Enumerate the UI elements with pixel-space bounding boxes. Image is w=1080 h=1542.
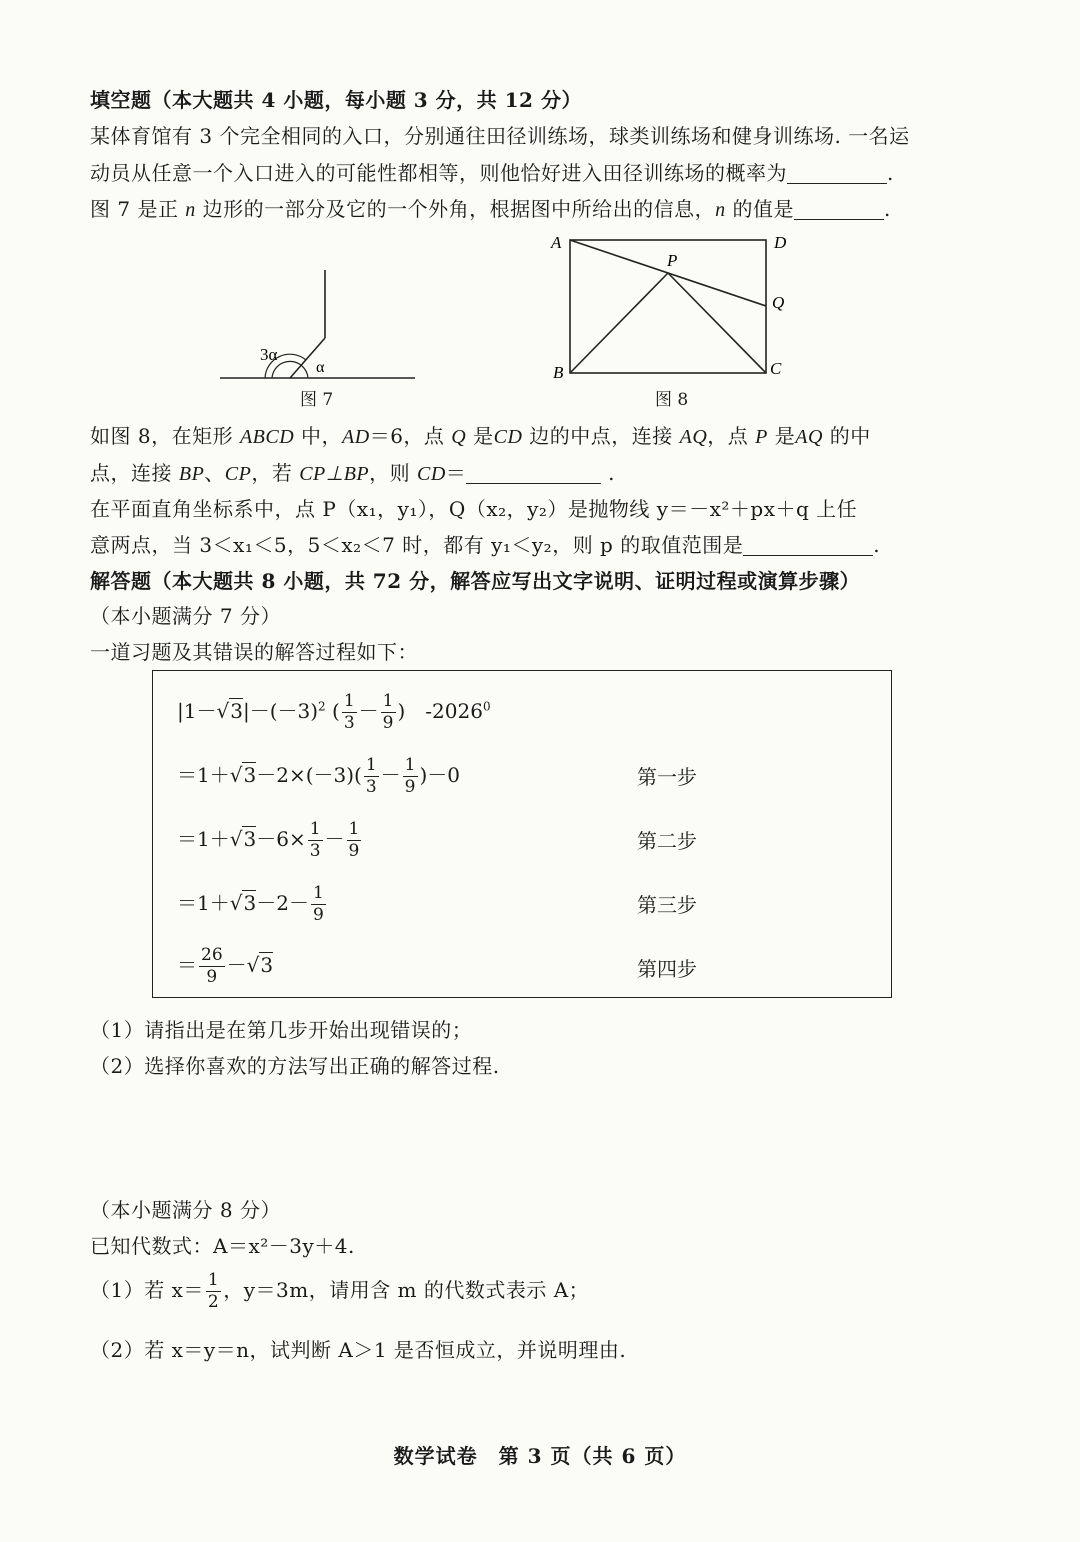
question-2-text-c: 的值是 <box>725 197 795 221</box>
fill-in-section-header: 填空题（本大题共 4 小题，每小题 3 分，共 12 分） <box>90 88 582 112</box>
point-p-label: P <box>667 251 678 270</box>
problem-2-intro: 已知代数式：A＝x²－3y＋4. <box>90 1234 355 1258</box>
erroneous-solution-box <box>152 670 892 998</box>
problem-1-subquestion-1: （1）请指出是在第几步开始出现错误的； <box>90 1018 473 1042</box>
answer-blank-1[interactable] <box>787 163 887 184</box>
question-1-line-1: 某体育馆有 3 个完全相同的入口，分别通往田径训练场，球类训练场和健身训练场. 一名运 <box>90 124 910 148</box>
step-1-label: 第一步 <box>637 765 697 789</box>
problem-1-intro: 一道习题及其错误的解答过程如下： <box>90 640 418 664</box>
page-footer: 数学试卷 第 3 页（共 6 页） <box>393 1444 687 1468</box>
question-3-line-2: 点，连接 BP、CP，若 CP⊥BP，则 CD＝ . <box>90 461 616 485</box>
solution-line-1: ＝1＋√3－2×(－3)( $\frac{1}{3}$ － $\frac{1}{9}$ )－0 <box>177 755 461 797</box>
question-2: 图 7 是正 n 边形的一部分及它的一个外角，根据图中所给出的信息，n 的值是 . <box>90 197 891 221</box>
question-4-line-1: 在平面直角坐标系中，点 P（x₁，y₁），Q（x₂，y₂）是抛物线 y＝－x²＋px＋q 上任 <box>90 497 858 521</box>
angle-alpha-label: α <box>316 359 325 376</box>
question-2-text-b: 边形的一部分及它的一个外角，根据图中所给出的信息， <box>195 197 716 221</box>
point-q-label: Q <box>772 293 785 312</box>
point-d-label: D <box>774 233 787 252</box>
question-2-n: n <box>185 199 196 221</box>
question-3-line-1: 如图 8，在矩形 ABCD 中，AD＝6，点 Q 是CD 边的中点，连接 AQ，点 P 是AQ 的中 <box>90 424 871 448</box>
solution-line-4: ＝ $\frac{26}{9}$ －√3 <box>177 945 274 987</box>
step-2-label: 第二步 <box>637 829 697 853</box>
step-3-label: 第三步 <box>637 893 697 917</box>
figure-8-rectangle-abcd <box>545 228 795 388</box>
solution-line-2: ＝1＋√3－6× $\frac{1}{3}$ － $\frac{1}{9}$ <box>177 819 360 861</box>
problem-1-subquestion-2: （2）选择你喜欢的方法写出正确的解答过程. <box>90 1054 500 1078</box>
question-4-line-2: 意两点，当 3＜x₁＜5，5＜x₂＜7 时，都有 y₁＜y₂，则 p 的取值范围是 . <box>90 533 881 557</box>
step-4-label: 第四步 <box>637 957 697 981</box>
figure-8-caption: 图 8 <box>655 390 689 410</box>
question-2-n2: n <box>715 199 726 221</box>
point-a-label: A <box>551 233 562 252</box>
answer-section-header: 解答题（本大题共 8 小题，共 72 分，解答应写出文字说明、证明过程或演算步骤） <box>90 569 861 593</box>
angle-3alpha-label: 3α <box>260 345 278 364</box>
answer-blank-4[interactable] <box>743 535 873 556</box>
question-2-text-a: 图 7 是正 <box>90 197 186 221</box>
point-b-label: B <box>553 363 564 382</box>
figure-7-caption: 图 7 <box>300 390 334 410</box>
problem-2-subquestion-2: （2）若 x＝y＝n，试判断 A＞1 是否恒成立，并说明理由. <box>90 1338 627 1362</box>
answer-blank-3[interactable] <box>466 463 601 484</box>
figure-7-polygon-exterior-angle <box>210 262 430 387</box>
problem-2-score: （本小题满分 8 分） <box>90 1198 281 1222</box>
question-1-text: 动员从任意一个入口进入的可能性都相等，则他恰好进入田径训练场的概率为 <box>90 161 787 185</box>
problem-1-score: （本小题满分 7 分） <box>90 604 281 628</box>
problem-2-subquestion-1: （1）若 x＝ $\frac{1}{2}$ ，y＝3m，请用含 m 的代数式表示 A； <box>90 1270 590 1312</box>
question-1-line-2: 动员从任意一个入口进入的可能性都相等，则他恰好进入田径训练场的概率为 . <box>90 161 894 185</box>
solution-line-3: ＝1＋√3－2－ $\frac{1}{9}$ <box>177 883 324 925</box>
answer-blank-2[interactable] <box>794 199 884 220</box>
point-c-label: C <box>770 359 782 378</box>
solution-line-0: $|1-√3|-(-3)^2$ ( $\frac{1}{3}$ － $\frac{1}{9}$ ) -2026$^0$ <box>177 691 491 733</box>
